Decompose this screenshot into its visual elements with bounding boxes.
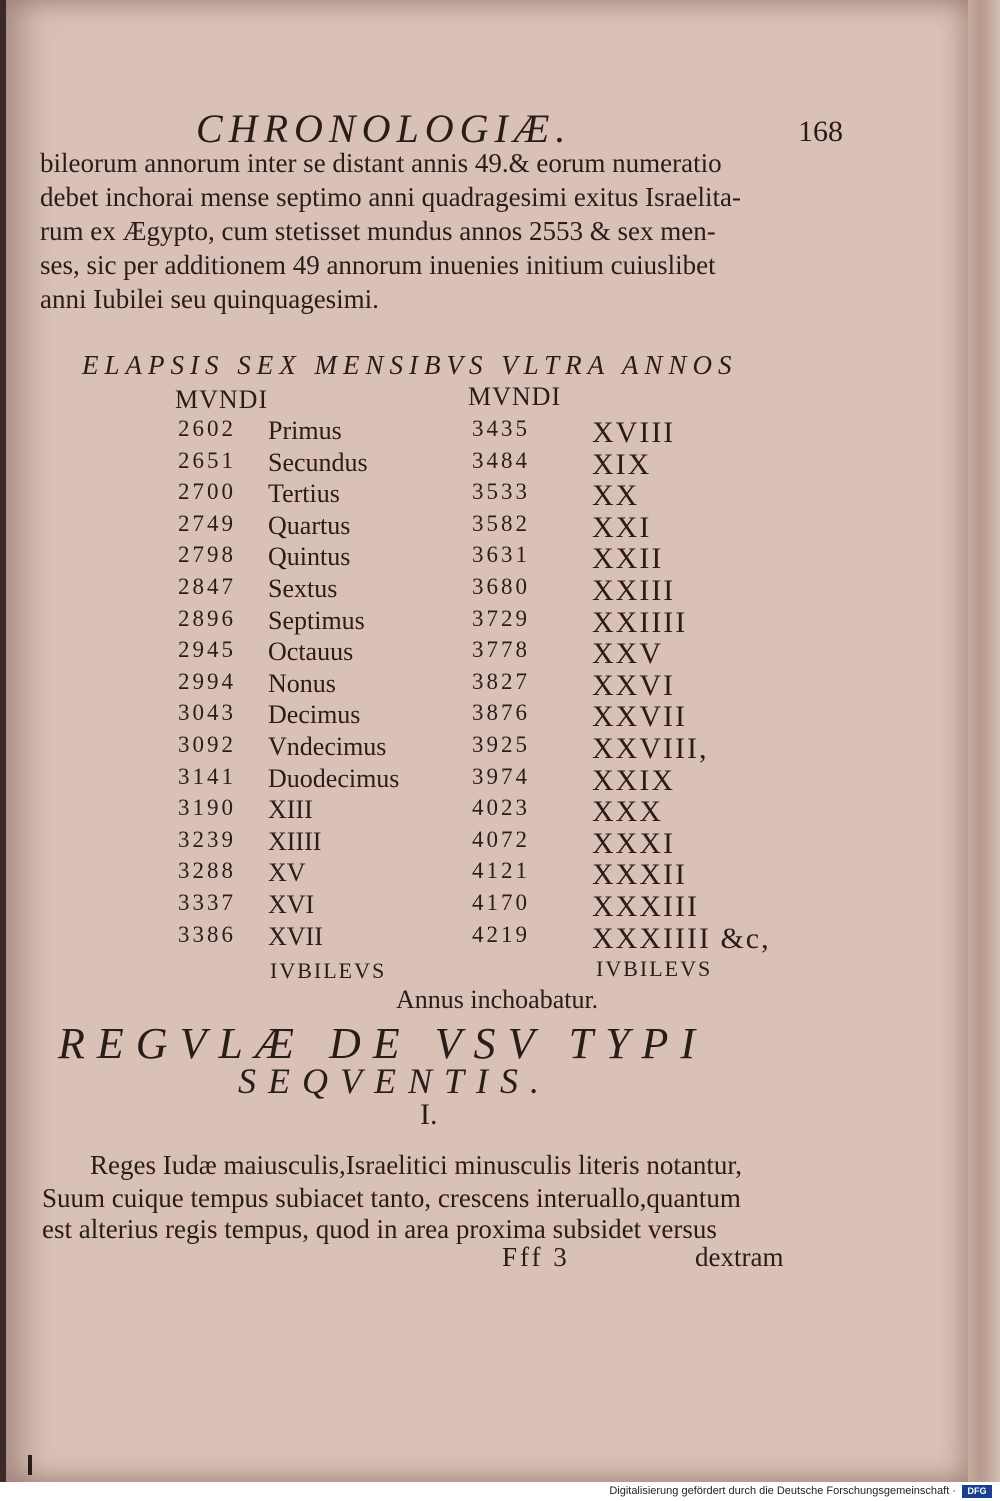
jubilee-ordinal: Decimus bbox=[268, 700, 361, 730]
year-later: 4023 bbox=[472, 795, 530, 821]
year-start: 2945 bbox=[178, 637, 236, 663]
signature-mark: Fff 3 bbox=[502, 1242, 570, 1272]
intro-line: ses, sic per additionem 49 annorum inuenies initium cuiuslibet bbox=[40, 250, 716, 280]
running-head-title: CHRONOLOGIÆ. bbox=[196, 106, 572, 151]
jubilee-ordinal: Sextus bbox=[268, 574, 338, 603]
year-later: 4219 bbox=[472, 921, 530, 947]
year-start: 3337 bbox=[178, 890, 236, 915]
year-start: 2896 bbox=[178, 605, 236, 631]
jubilee-ordinal: Duodecimus bbox=[268, 763, 400, 793]
column-header-left: MVNDI bbox=[175, 385, 269, 414]
year-later: 3533 bbox=[472, 479, 530, 505]
table-row bbox=[178, 574, 818, 606]
table-row bbox=[178, 542, 818, 574]
body-line: Reges Iudæ maiusculis,Israelitici minusculis literis notantur, bbox=[90, 1150, 743, 1180]
jubilee-numeral: XXI bbox=[592, 510, 652, 544]
year-later: 3778 bbox=[472, 637, 530, 663]
table-row bbox=[178, 795, 818, 827]
year-start: 2651 bbox=[178, 447, 236, 473]
jubilee-numeral: XXXII bbox=[592, 858, 687, 892]
jubilee-numeral: XX bbox=[592, 479, 640, 513]
jubilee-numeral: XVIII bbox=[592, 416, 676, 449]
jubilee-ordinal: Octauus bbox=[268, 637, 354, 667]
year-later: 3729 bbox=[472, 605, 530, 631]
jubilee-numeral: XXX bbox=[592, 795, 663, 829]
jubilee-numeral: XIX bbox=[592, 447, 652, 481]
year-start: 3239 bbox=[178, 826, 236, 852]
jubilee-ordinal: Nonus bbox=[268, 668, 336, 698]
year-later: 3484 bbox=[472, 447, 530, 473]
body-line: Suum cuique tempus subiacet tanto, crescens interuallo,quantum bbox=[42, 1183, 741, 1213]
dfg-logo-icon: DFG bbox=[962, 1485, 992, 1498]
jubilee-numeral: XXIII bbox=[592, 574, 676, 607]
intro-line: anni Iubilei seu quinquagesimi. bbox=[40, 284, 379, 314]
table-row bbox=[178, 858, 818, 890]
jubilee-numeral: XXIIII bbox=[592, 605, 688, 639]
jubilee-ordinal: XV bbox=[268, 858, 306, 888]
year-start: 3043 bbox=[178, 700, 236, 726]
year-start: 2602 bbox=[178, 416, 236, 441]
page-number: 168 bbox=[798, 115, 843, 148]
year-later: 3680 bbox=[472, 574, 530, 599]
section-title-continued: SEQVENTIS. bbox=[238, 1061, 551, 1101]
footer-text: Digitalisierung gefördert durch die Deutsche Forschungsgemeinschaft · bbox=[609, 1485, 956, 1497]
year-later: 3631 bbox=[472, 542, 530, 568]
year-later: 4072 bbox=[472, 826, 530, 852]
year-start: 3288 bbox=[178, 858, 236, 884]
table-row bbox=[178, 922, 818, 954]
jubilee-ordinal: Tertius bbox=[268, 479, 340, 509]
jubilee-ordinal: Septimus bbox=[268, 605, 365, 635]
table-row bbox=[178, 448, 818, 480]
year-start: 2749 bbox=[178, 510, 236, 536]
table-row bbox=[178, 732, 818, 764]
catchword: dextram bbox=[695, 1242, 784, 1272]
year-start: 2798 bbox=[178, 542, 236, 568]
jubilee-numeral: XXIX bbox=[592, 763, 675, 797]
table-caption: Annus inchoabatur. bbox=[396, 985, 599, 1014]
jubilee-numeral: XXVIII, bbox=[592, 732, 709, 765]
jubilee-ordinal: Secundus bbox=[268, 447, 368, 477]
table-row bbox=[178, 700, 818, 732]
jubilee-ordinal: Primus bbox=[268, 416, 342, 445]
body-line: est alterius regis tempus, quod in area proxima subsidet versus bbox=[42, 1214, 717, 1244]
year-start: 3386 bbox=[178, 921, 236, 947]
jubilee-numeral: XXVI bbox=[592, 668, 675, 702]
year-later: 3925 bbox=[472, 732, 530, 757]
year-start: 3141 bbox=[178, 763, 236, 789]
jubilee-numeral: XXXIII bbox=[592, 890, 699, 923]
jubilee-ordinal: Quartus bbox=[268, 510, 351, 540]
jubilee-ordinal: XVI bbox=[268, 890, 315, 919]
intro-line: bileorum annorum inter se distant annis 49.& eorum numeratio bbox=[40, 148, 722, 178]
table-row bbox=[178, 637, 818, 669]
year-later: 4170 bbox=[472, 890, 530, 915]
year-start: 3092 bbox=[178, 732, 236, 757]
table-row bbox=[178, 764, 818, 796]
year-later: 3435 bbox=[472, 416, 530, 441]
jubilee-ordinal: Vndecimus bbox=[268, 732, 387, 761]
jubilee-ordinal: Quintus bbox=[268, 542, 351, 572]
table-row bbox=[178, 890, 818, 922]
jubilee-numeral: XXXIIII &c, bbox=[592, 921, 771, 955]
column-footer-right: IVBILEVS bbox=[596, 956, 713, 981]
table-row bbox=[178, 827, 818, 859]
margin-mark bbox=[28, 1455, 32, 1475]
jubilee-ordinal: XIII bbox=[268, 795, 313, 825]
table-row bbox=[178, 479, 818, 511]
year-later: 3974 bbox=[472, 763, 530, 789]
section-title: REGVLÆ DE VSV TYPI bbox=[58, 1019, 708, 1068]
rule-number: I. bbox=[420, 1098, 438, 1131]
table-row bbox=[178, 669, 818, 701]
column-header-right: MVNDI bbox=[468, 382, 562, 411]
digitization-footer bbox=[0, 1482, 1000, 1501]
year-later: 3876 bbox=[472, 700, 530, 726]
year-later: 3827 bbox=[472, 668, 530, 694]
year-start: 2700 bbox=[178, 479, 236, 505]
year-start: 3190 bbox=[178, 795, 236, 821]
jubilee-ordinal: XVII bbox=[268, 921, 323, 951]
intro-line: rum ex Ægypto, cum stetisset mundus annos 2553 & sex men- bbox=[40, 216, 716, 246]
jubilee-ordinal: XIIII bbox=[268, 826, 322, 856]
jubilee-numeral: XXXI bbox=[592, 826, 675, 860]
table-row bbox=[178, 606, 818, 638]
jubilee-numeral: XXII bbox=[592, 542, 664, 576]
jubilee-numeral: XXVII bbox=[592, 700, 687, 734]
year-start: 2847 bbox=[178, 574, 236, 599]
year-start: 2994 bbox=[178, 668, 236, 694]
intro-line: debet inchorai mense septimo anni quadragesimi exitus Israelita- bbox=[40, 182, 742, 212]
jubilee-numeral: XXV bbox=[592, 637, 663, 671]
year-later: 3582 bbox=[472, 510, 530, 536]
year-later: 4121 bbox=[472, 858, 530, 884]
table-heading: ELAPSIS SEX MENSIBVS VLTRA ANNOS bbox=[82, 350, 738, 380]
column-footer-left: IVBILEVS bbox=[270, 958, 387, 983]
table-row bbox=[178, 416, 818, 448]
table-row bbox=[178, 511, 818, 543]
page-edge bbox=[968, 0, 1000, 1482]
